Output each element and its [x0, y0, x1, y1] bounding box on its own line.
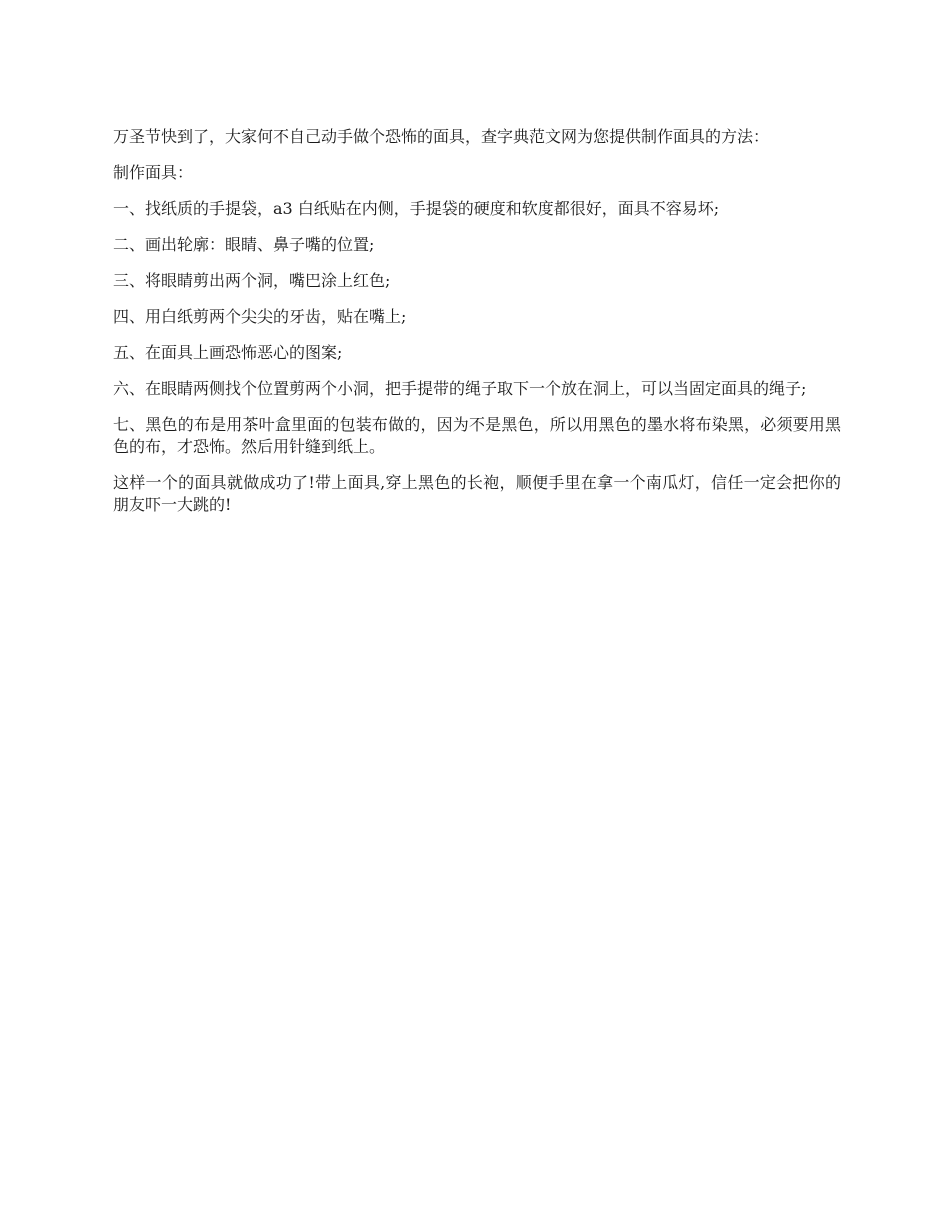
step-2: 二、画出轮廓：眼睛、鼻子嘴的位置; [113, 235, 375, 254]
intro-paragraph: 万圣节快到了，大家何不自己动手做个恐怖的面具，查字典范文网为您提供制作面具的方法： [113, 127, 770, 146]
conclusion-paragraph: 这样一个的面具就做成功了!带上面具,穿上黑色的长袍，顺便手里在拿一个南瓜灯，信任一定会把你的朋友吓一大跳的! [113, 473, 841, 514]
section-heading: 制作面具： [113, 163, 194, 182]
document-body [113, 126, 841, 530]
step-5: 五、在面具上画恐怖恶心的图案; [113, 343, 343, 362]
step-1: 一、找纸质的手提袋，a3 白纸贴在内侧，手提袋的硬度和软度都很好，面具不容易坏; [113, 199, 720, 218]
step-7: 七、黑色的布是用茶叶盒里面的包装布做的，因为不是黑色，所以用黑色的墨水将布染黑，必须要用黑色的布，才恐怖。然后用针缝到纸上。 [113, 415, 841, 456]
step-4: 四、用白纸剪两个尖尖的牙齿，贴在嘴上; [113, 307, 407, 326]
step-3: 三、将眼睛剪出两个洞，嘴巴涂上红色; [113, 271, 391, 290]
step-6: 六、在眼睛两侧找个位置剪两个小洞，把手提带的绳子取下一个放在洞上，可以当固定面具的绳子; [113, 379, 807, 398]
